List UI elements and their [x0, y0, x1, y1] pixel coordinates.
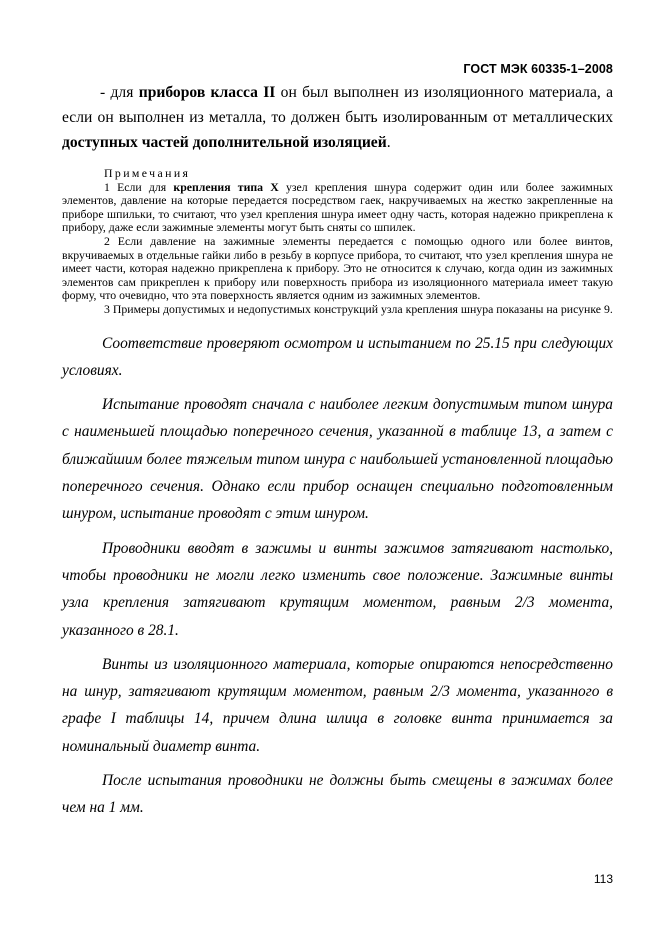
intro-term-accessible-parts: доступных частей дополнительной изоляцией — [62, 134, 387, 151]
page-number: 113 — [593, 872, 613, 886]
intro-term-class-ii: приборов класса II — [138, 84, 276, 101]
intro-paragraph — [62, 80, 613, 155]
paragraph-test-cord: Испытание проводят сначала с наиболее легким допустимым типом шнура с наименьшей площадью поперечного сечения, указанной в таблице 13, а затем с ближайшим более тяжелым типом шнура с наибольшей установленной площадью поперечного сечения. Однако если прибор оснащен специально подготовленным шнуром, испытание проводят с этим шнуром. — [62, 396, 613, 523]
note-1-pre: 1 Если для — [104, 179, 174, 194]
document-header: ГОСТ МЭК 60335-1–2008 — [463, 62, 613, 76]
note-1-term: крепления типа X — [173, 179, 279, 194]
paragraph-conductors: Проводники вводят в зажимы и винты зажимов затягивают настолько, чтобы проводники не могли легко изменить свое положение. Зажимные винты узла крепления затягивают крутящим моментом, равным 2/3 момента, указанного в 28.1. — [62, 539, 613, 639]
notes-title: Примечания — [104, 166, 191, 180]
note-3: 3 Примеры допустимых и недопустимых конструкций узла крепления шнура показаны на рисунке 9. — [104, 301, 613, 316]
intro-text-2: он был выполнен из изоляционного материала, а если он выполнен из металла, то должен быть изолированным от металлических — [62, 84, 613, 126]
notes-block — [62, 167, 613, 317]
intro-text-1: - для — [100, 84, 139, 101]
page-content — [62, 80, 613, 829]
paragraph-after-test: После испытания проводники не должны быть смещены в зажимах более чем на 1 мм. — [62, 771, 613, 817]
note-1 — [62, 181, 613, 235]
note-2: 2 Если давление на зажимные элементы передается с помощью одного или более винтов, вкручиваемых в отдельные гайки либо в резьбу в корпусе прибора, то считают, что узел крепления шнура не имеет части, которая надежно прикреплена к прибору. Это не относится к случаю, когда один из зажимных элементов сам прикреплен к прибору или поверхность прибора из изоляционного материала имеет такую форму, что очевидно, что эта поверхность является одним из зажимных элементов. — [62, 233, 613, 303]
intro-text-3: . — [386, 134, 391, 151]
note-1-post: узел крепления шнура содержит один или более зажимных элементов, давление на которые передается посредством гаек, накручиваемых на жестко закрепленные на приборе шпильки, то считают, что узел крепления шнура имеет одну часть, которая надежно прикреплена к прибору, даже если зажимные элементы могут быть сняты со шпилек. — [62, 179, 613, 235]
paragraph-compliance: Соответствие проверяют осмотром и испытанием по 25.15 при следующих условиях. — [62, 334, 613, 379]
paragraph-screws: Винты из изоляционного материала, которые опираются непосредственно на шнур, затягивают крутящим моментом, равным 2/3 момента, указанного в графе I таблицы 14, причем длина шлица в головке винта принимается за номинальный диаметр винта. — [62, 655, 613, 755]
test-procedure — [62, 330, 613, 822]
